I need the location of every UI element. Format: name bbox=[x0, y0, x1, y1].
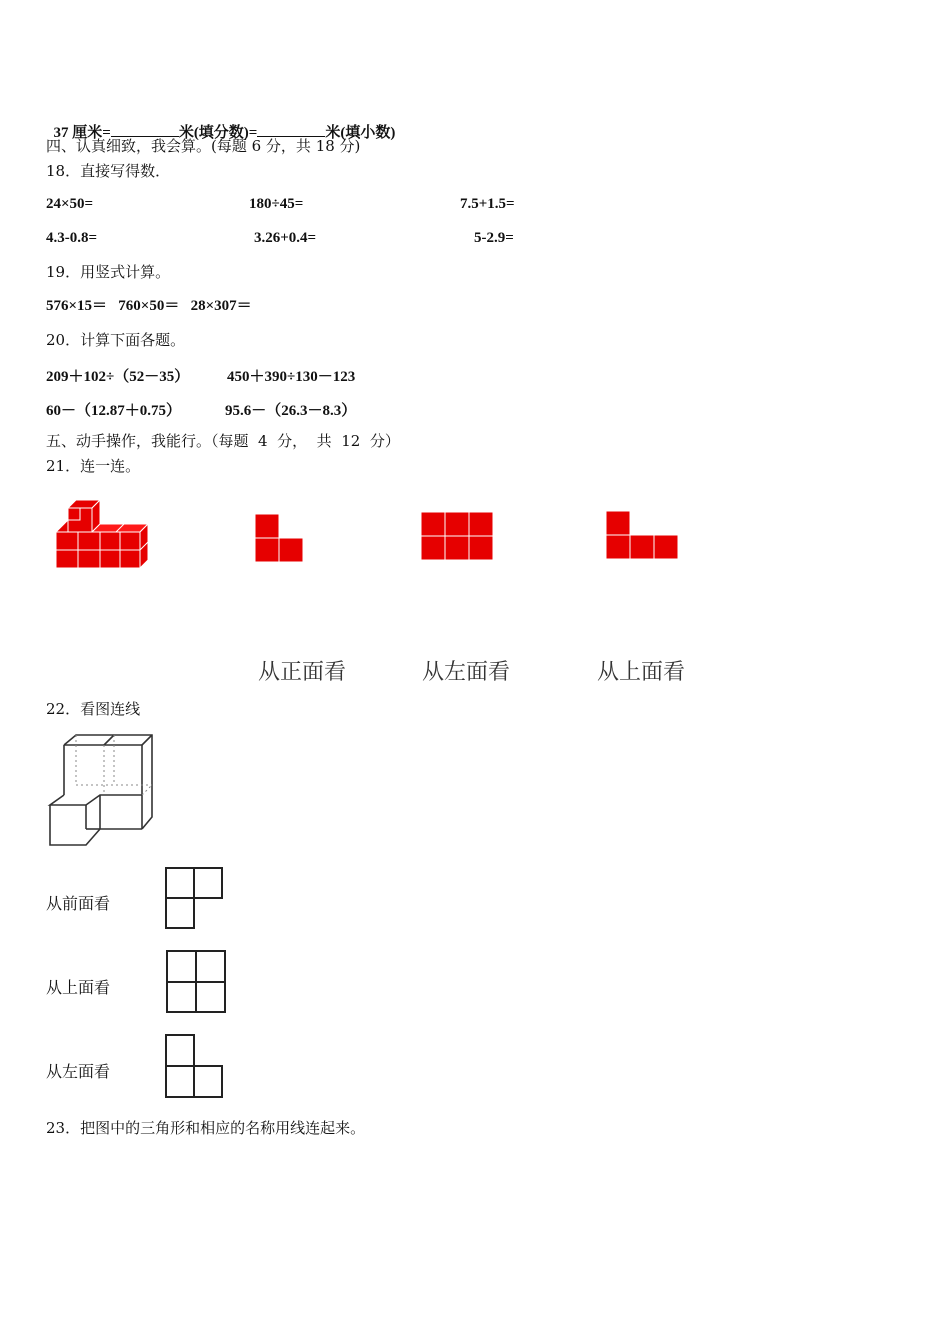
q20-item-1: 209＋102÷（52－35） bbox=[46, 369, 190, 385]
q20-title: 20．计算下面各题。 bbox=[46, 331, 186, 349]
q22-solid-figure bbox=[46, 733, 156, 849]
q23-title: 23．把图中的三角形和相应的名称用线连起来。 bbox=[46, 1119, 366, 1137]
q20-item-3: 60－（12.87＋0.75） bbox=[46, 403, 182, 419]
q22-title: 22．看图连线 bbox=[46, 700, 141, 718]
q18-title: 18．直接写得数． bbox=[46, 162, 171, 180]
q18-item-6: 5-2.9= bbox=[474, 230, 514, 246]
q18-item-3: 7.5+1.5= bbox=[460, 196, 515, 212]
q17-part-a: 37 厘米= bbox=[53, 125, 111, 141]
q20-item-2: 450＋390÷130－123 bbox=[227, 369, 356, 385]
q17-blank-fraction[interactable] bbox=[111, 122, 179, 137]
section5-heading: 五、动手操作，我能行。（每题 4 分， 共 12 分） bbox=[46, 432, 400, 450]
q21-view-long-l bbox=[605, 510, 681, 562]
q22-view-grid-2[interactable] bbox=[165, 949, 229, 1015]
q19-items: 576×15＝ 760×50＝ 28×307＝ bbox=[46, 298, 252, 314]
q18-item-1: 24×50= bbox=[46, 196, 94, 212]
q20-item-4: 95.6－（26.3－8.3） bbox=[225, 403, 357, 419]
q17-blank-decimal[interactable] bbox=[257, 122, 325, 137]
q18-item-5: 3.26+0.4= bbox=[254, 230, 317, 246]
q22-label-top: 从上面看 bbox=[46, 978, 111, 997]
q21-solid-figure bbox=[54, 498, 150, 572]
q18-item-4: 4.3-0.8= bbox=[46, 230, 98, 246]
q21-caption-top: 从上面看 bbox=[597, 660, 686, 685]
q17-part-b: 米(填分数)= bbox=[178, 125, 258, 141]
q22-view-grid-3[interactable] bbox=[164, 1033, 226, 1101]
section4-heading: 四、认真细致，我会算。(每题 6 分，共 18 分) bbox=[46, 137, 361, 155]
q21-title: 21．连一连。 bbox=[46, 457, 141, 475]
q18-item-2: 180÷45= bbox=[249, 196, 304, 212]
q21-caption-left: 从左面看 bbox=[422, 660, 511, 685]
q19-title: 19．用竖式计算。 bbox=[46, 263, 171, 281]
q22-label-front: 从前面看 bbox=[46, 894, 111, 913]
q22-view-grid-1[interactable] bbox=[164, 866, 226, 932]
q21-view-rectangle bbox=[420, 511, 494, 561]
q21-view-l-shape bbox=[254, 513, 306, 563]
q21-caption-front: 从正面看 bbox=[258, 660, 347, 685]
q22-label-left: 从左面看 bbox=[46, 1062, 111, 1081]
q17-part-c: 米(填小数) bbox=[325, 125, 396, 141]
